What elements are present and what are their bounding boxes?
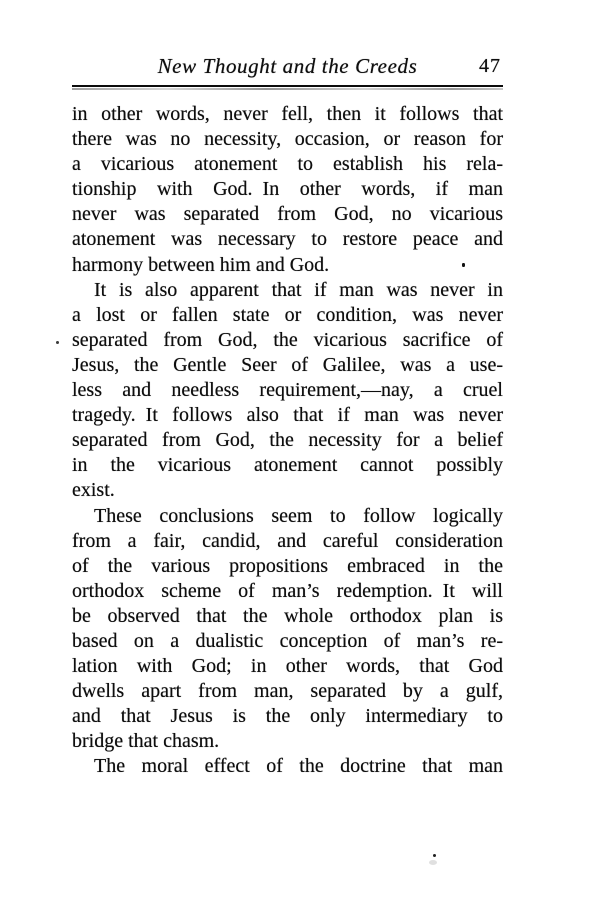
text-line: separated from God, the necessity for a belief — [72, 429, 503, 452]
ink-speck — [429, 860, 437, 865]
text-line: tionship with God. In other words, if man — [72, 178, 503, 201]
text-line: atonement was necessary to restore peace and — [72, 228, 503, 251]
text-line: orthodox scheme of man’s redemption. It will — [72, 579, 503, 602]
text-line: of the various propositions embraced in the — [72, 554, 503, 577]
body-text — [72, 102, 503, 780]
ink-speck — [433, 854, 436, 857]
text-line: there was no necessity, occasion, or reason for — [72, 128, 503, 151]
text-line: These conclusions seem to follow logically — [94, 504, 503, 527]
text-line: Jesus, the Gentle Seer of Galilee, was a use- — [72, 353, 503, 376]
text-line: in other words, never fell, then it follows that — [72, 103, 503, 125]
text-line: lation with God; in other words, that God — [72, 655, 503, 678]
header-rule-shadow — [72, 88, 503, 90]
text-line: in the vicarious atonement cannot possibly — [72, 454, 503, 477]
text-line: exist. — [72, 479, 115, 502]
text-line: harmony between him and God. — [72, 253, 330, 276]
text-line: less and needless requirement,—nay, a cruel — [72, 379, 503, 402]
text-line: dwells apart from man, separated by a gulf, — [72, 680, 503, 703]
text-line: based on a dualistic conception of man’s re- — [72, 629, 503, 652]
text-line: tragedy. It follows also that if man was never — [72, 404, 503, 427]
text-line: and that Jesus is the only intermediary to — [72, 705, 503, 728]
text-line: bridge that chasm. — [72, 730, 220, 753]
text-line: separated from God, the vicarious sacrifice of — [72, 328, 503, 351]
paragraph — [72, 102, 503, 278]
text-line: a vicarious atonement to establish his rela- — [72, 153, 503, 176]
running-header — [72, 54, 503, 82]
text-line: The moral effect of the doctrine that man — [94, 755, 503, 778]
text-line: from a fair, candid, and careful consideration — [72, 529, 503, 552]
paragraph — [72, 754, 503, 779]
header-title: New Thought and the Creeds — [157, 54, 418, 78]
ink-speck — [56, 341, 59, 344]
text-line: It is also apparent that if man was never in — [94, 278, 503, 301]
ink-speck — [462, 263, 465, 267]
header-rule — [72, 85, 503, 90]
page-number: 47 — [479, 55, 501, 77]
header-rule-line — [72, 85, 503, 87]
text-line: never was separated from God, no vicarious — [72, 203, 503, 226]
paragraph — [72, 504, 503, 755]
text-line: a lost or fallen state or condition, was never — [72, 303, 503, 326]
text-line: be observed that the whole orthodox plan is — [72, 604, 503, 627]
paragraph — [72, 278, 503, 504]
